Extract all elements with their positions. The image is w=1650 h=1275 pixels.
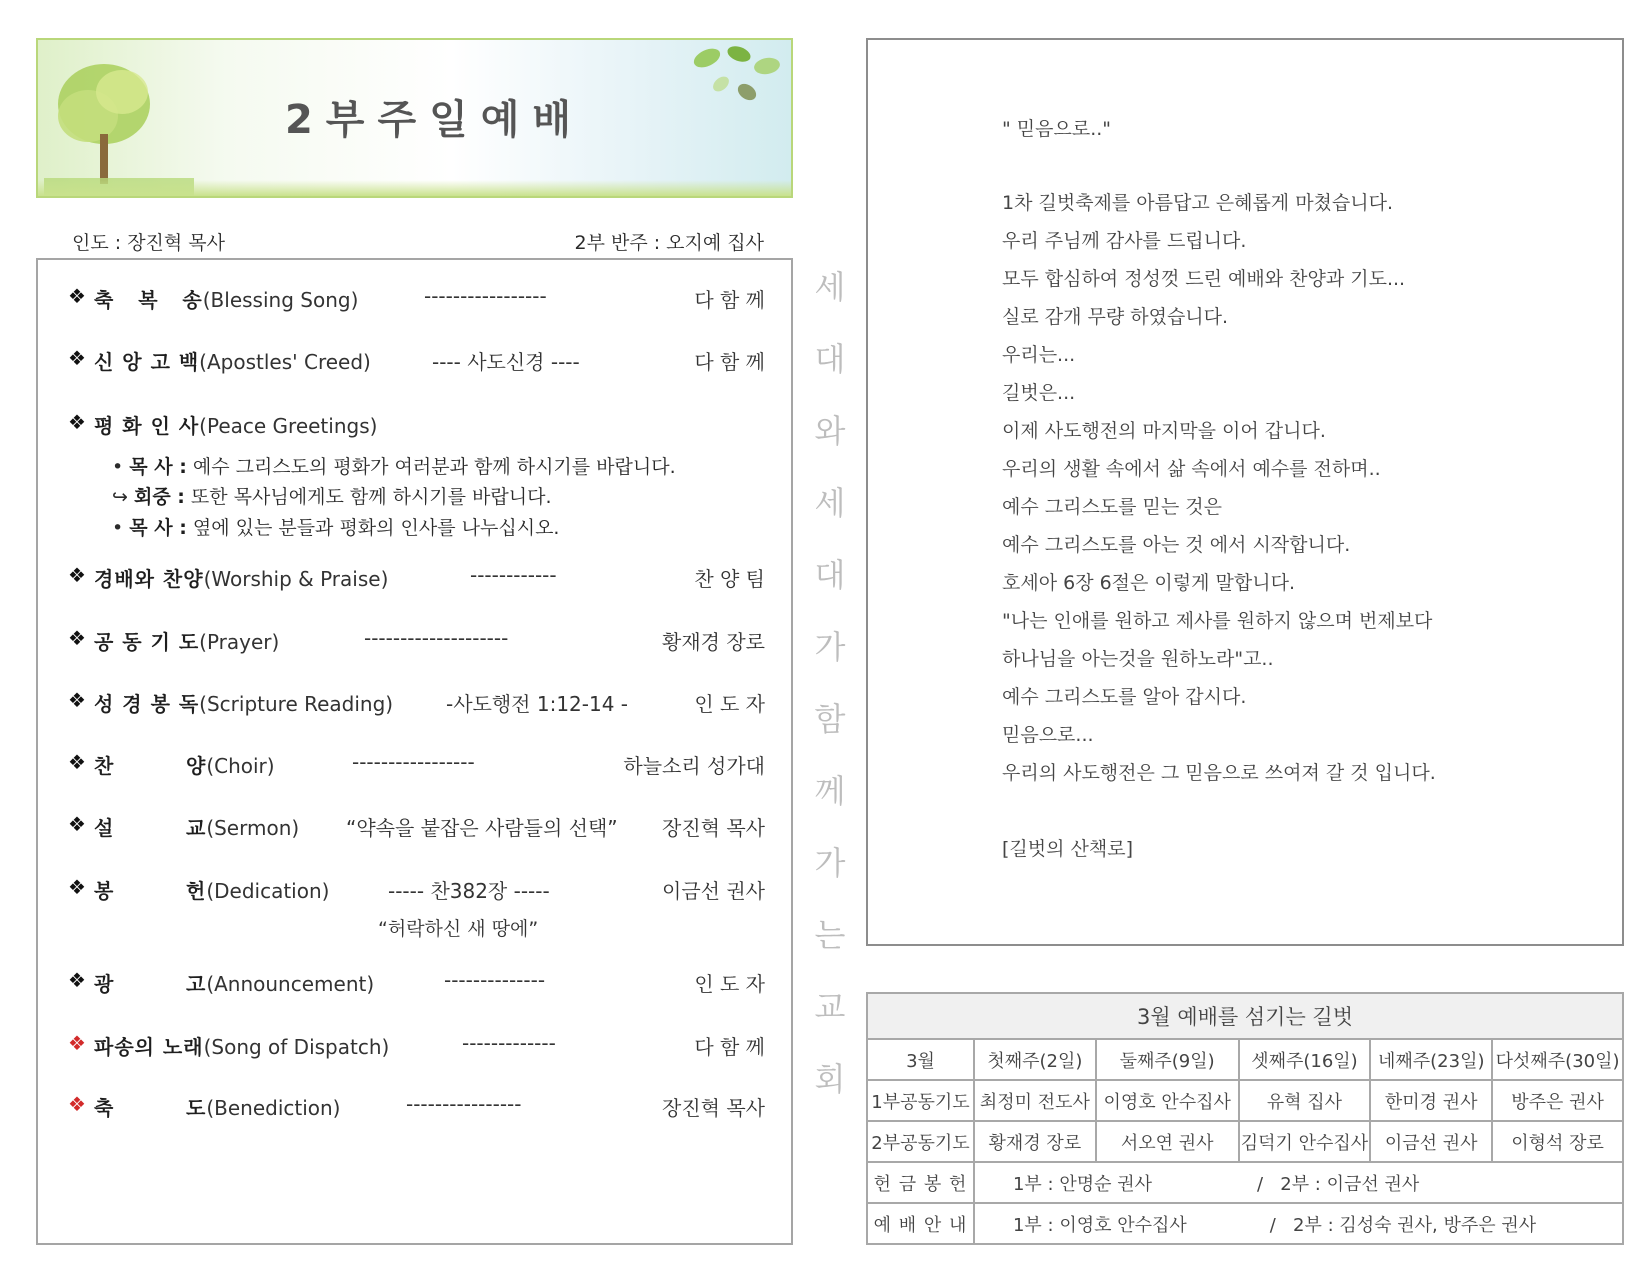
message-line: 예수 그리스도를 알아 갑시다. <box>1002 686 1247 708</box>
header-cell: 3월 <box>867 1039 974 1080</box>
item-leader: 인 도 자 <box>694 972 765 996</box>
program-item-dedication <box>68 875 765 905</box>
leader-info <box>72 228 764 254</box>
item-title: 축 도(Benediction) <box>94 1096 341 1120</box>
item-detail: ----- 찬382장 ----- <box>388 879 550 903</box>
item-title: 평 화 인 사(Peace Greetings) <box>94 414 378 438</box>
item-detail: ------------ <box>470 563 557 587</box>
item-detail: -------------------- <box>364 626 509 650</box>
diamond-bullet-icon: ❖ <box>68 563 86 587</box>
slogan-char: 함 <box>814 700 846 738</box>
slogan-char: 가 <box>814 844 846 882</box>
program-item-prayer <box>68 626 765 656</box>
header-cell: 네째주(23일) <box>1370 1039 1492 1080</box>
greeting-line: ↪ 회중 : 또한 목사님에게도 함께 하시기를 바랍니다. <box>112 486 552 508</box>
program-item-sermon <box>68 812 765 842</box>
program-item-blessing-song <box>68 284 765 314</box>
header-cell: 둘째주(9일) <box>1096 1039 1239 1080</box>
item-detail: ---------------- <box>406 1092 522 1116</box>
diamond-bullet-icon: ❖ <box>68 346 86 370</box>
item-title: 설 교(Sermon) <box>94 816 300 840</box>
service-banner <box>36 38 793 198</box>
item-title: 신 앙 고 백(Apostles' Creed) <box>94 350 371 374</box>
item-title: 봉 헌(Dedication) <box>94 879 330 903</box>
offering-row <box>867 1162 1623 1203</box>
program-item-apostles-creed <box>68 346 765 376</box>
program-item-announcement <box>68 968 765 998</box>
message-line: 1차 길벗축제를 아름답고 은혜롭게 마쳤습니다. <box>1002 192 1394 214</box>
sermon-title: “약속을 붙잡은 사람들의 선택” <box>346 816 618 840</box>
item-title: 축 복 송(Blessing Song) <box>94 288 359 312</box>
item-leader: 하늘소리 성가대 <box>623 754 765 778</box>
slogan-char: 대 <box>814 340 846 378</box>
diamond-bullet-icon: ❖ <box>68 284 86 308</box>
item-detail: -사도행전 1:12-14 - <box>446 692 629 716</box>
message-line: 모두 합심하여 정성껏 드린 예배와 찬양과 기도... <box>1002 268 1406 290</box>
accompanist-name: 2부 반주 : 오지예 집사 <box>574 232 764 254</box>
program-item-song-of-dispatch <box>68 1031 765 1061</box>
message-line: "나는 인애를 원하고 제사를 원하지 않으며 번제보다 <box>1002 610 1433 632</box>
slogan-char: 세 <box>814 484 846 522</box>
row-label: 헌 금 봉 헌 <box>867 1162 974 1203</box>
table-cell: 최정미 전도사 <box>974 1080 1096 1121</box>
item-leader: 이금선 권사 <box>662 879 765 903</box>
diamond-bullet-icon: ❖ <box>68 875 86 899</box>
program-item-peace-greetings <box>68 410 765 440</box>
item-leader: 찬 양 팀 <box>694 567 765 591</box>
greeting-line: • 목 사 : 옆에 있는 분들과 평화의 인사를 나누십시오. <box>112 517 560 539</box>
slogan-char: 께 <box>814 772 846 810</box>
item-detail: ------------- <box>462 1031 556 1055</box>
table-cell: 유혁 집사 <box>1239 1080 1371 1121</box>
table-cell: 김덕기 안수집사 <box>1239 1121 1371 1162</box>
diamond-bullet-icon: ❖ <box>68 750 86 774</box>
slogan-char: 세 <box>814 268 846 306</box>
item-title: 광 고(Announcement) <box>94 972 375 996</box>
message-line: 우리의 사도행전은 그 믿음으로 쓰여져 갈 것 입니다. <box>1002 762 1436 784</box>
usher-row <box>867 1203 1623 1244</box>
diamond-bullet-icon: ❖ <box>68 688 86 712</box>
serving-schedule-table <box>866 992 1624 1245</box>
program-item-choir <box>68 750 765 780</box>
table-cell: 이영호 안수집사 <box>1096 1080 1239 1121</box>
order-of-worship <box>36 258 793 1245</box>
slogan-char: 회 <box>814 1060 846 1098</box>
item-detail: ---- 사도신경 ---- <box>432 350 580 374</box>
slogan-char: 와 <box>814 412 846 450</box>
item-title: 성 경 봉 독(Scripture Reading) <box>94 692 394 716</box>
program-item-benediction <box>68 1092 765 1122</box>
item-leader: 장진혁 목사 <box>662 1096 765 1120</box>
table-header-row <box>867 1039 1623 1080</box>
slogan-char: 는 <box>814 916 846 954</box>
schedule-title: 3월 예배를 섬기는 길벗 <box>867 993 1623 1039</box>
diamond-bullet-icon: ❖ <box>68 626 86 650</box>
message-line: 믿음으로... <box>1002 724 1094 746</box>
message-signature: [길벗의 산책로] <box>1002 838 1133 860</box>
message-line: 예수 그리스도를 믿는 것은 <box>1002 496 1223 518</box>
item-leader: 인 도 자 <box>694 692 765 716</box>
item-leader: 다 함 께 <box>694 1035 765 1059</box>
diamond-bullet-icon: ❖ <box>68 1031 86 1055</box>
item-title: 경배와 찬양(Worship & Praise) <box>94 567 389 591</box>
message-line: 우리의 생활 속에서 삶 속에서 예수를 전하며.. <box>1002 458 1381 480</box>
header-cell: 첫째주(2일) <box>974 1039 1096 1080</box>
table-cell: 방주은 권사 <box>1492 1080 1623 1121</box>
item-detail: ----------------- <box>352 750 475 774</box>
item-detail: -------------- <box>444 968 546 992</box>
message-line: 이제 사도행전의 마지막을 이어 갑니다. <box>1002 420 1326 442</box>
slogan-char: 가 <box>814 628 846 666</box>
header-cell: 셋째주(16일) <box>1239 1039 1371 1080</box>
row-label: 1부공동기도 <box>867 1080 974 1121</box>
item-title: 찬 양(Choir) <box>94 754 275 778</box>
table-cell: 서오연 권사 <box>1096 1121 1239 1162</box>
item-leader: 다 함 께 <box>694 288 765 312</box>
message-title: " 믿음으로.." <box>1002 118 1112 140</box>
message-line: 우리 주님께 감사를 드립니다. <box>1002 230 1247 252</box>
row-label: 2부공동기도 <box>867 1121 974 1162</box>
item-detail: ----------------- <box>424 284 547 308</box>
banner-grass <box>38 180 791 196</box>
slogan-char: 대 <box>814 556 846 594</box>
table-cell: 이형석 장로 <box>1492 1121 1623 1162</box>
message-line: 우리는... <box>1002 344 1076 366</box>
return-arrow-icon: ↪ <box>112 486 128 508</box>
pastoral-message <box>866 38 1624 946</box>
header-cell: 다섯째주(30일) <box>1492 1039 1623 1080</box>
greeting-line: • 목 사 : 예수 그리스도의 평화가 여러분과 함께 하시기를 바랍니다. <box>112 456 676 478</box>
diamond-bullet-icon: ❖ <box>68 410 86 434</box>
usher-assignees: 1부 : 이영호 안수집사 / 2부 : 김성숙 권사, 방주은 권사 <box>974 1203 1623 1244</box>
message-line: 실로 감개 무량 하였습니다. <box>1002 306 1229 328</box>
diamond-bullet-icon: ❖ <box>68 812 86 836</box>
row-label: 예 배 안 내 <box>867 1203 974 1244</box>
hymn-title: “허락하신 새 땅에” <box>378 918 539 940</box>
program-item-worship-praise <box>68 563 765 593</box>
table-cell: 한미경 권사 <box>1370 1080 1492 1121</box>
message-line: 호세아 6장 6절은 이렇게 말합니다. <box>1002 572 1295 594</box>
table-cell: 황재경 장로 <box>974 1121 1096 1162</box>
item-title: 공 동 기 도(Prayer) <box>94 630 280 654</box>
item-leader: 장진혁 목사 <box>662 816 765 840</box>
item-leader: 황재경 장로 <box>662 630 765 654</box>
program-item-scripture-reading <box>68 688 765 718</box>
service-title: 2부주일예배 <box>284 97 585 143</box>
vertical-slogan <box>810 262 850 1126</box>
table-row <box>867 1121 1623 1162</box>
slogan-char: 교 <box>814 988 846 1026</box>
leader-name: 인도 : 장진혁 목사 <box>72 232 225 254</box>
item-title: 파송의 노래(Song of Dispatch) <box>94 1035 390 1059</box>
message-line: 하나님을 아는것을 원하노라"고.. <box>1002 648 1274 670</box>
diamond-bullet-icon: ❖ <box>68 1092 86 1116</box>
table-cell: 이금선 권사 <box>1370 1121 1492 1162</box>
message-line: 예수 그리스도를 아는 것 에서 시작합니다. <box>1002 534 1351 556</box>
table-row <box>867 1080 1623 1121</box>
item-leader: 다 함 께 <box>694 350 765 374</box>
message-line: 길벗은... <box>1002 382 1076 404</box>
diamond-bullet-icon: ❖ <box>68 968 86 992</box>
offering-assignees: 1부 : 안명순 권사 / 2부 : 이금선 권사 <box>974 1162 1623 1203</box>
